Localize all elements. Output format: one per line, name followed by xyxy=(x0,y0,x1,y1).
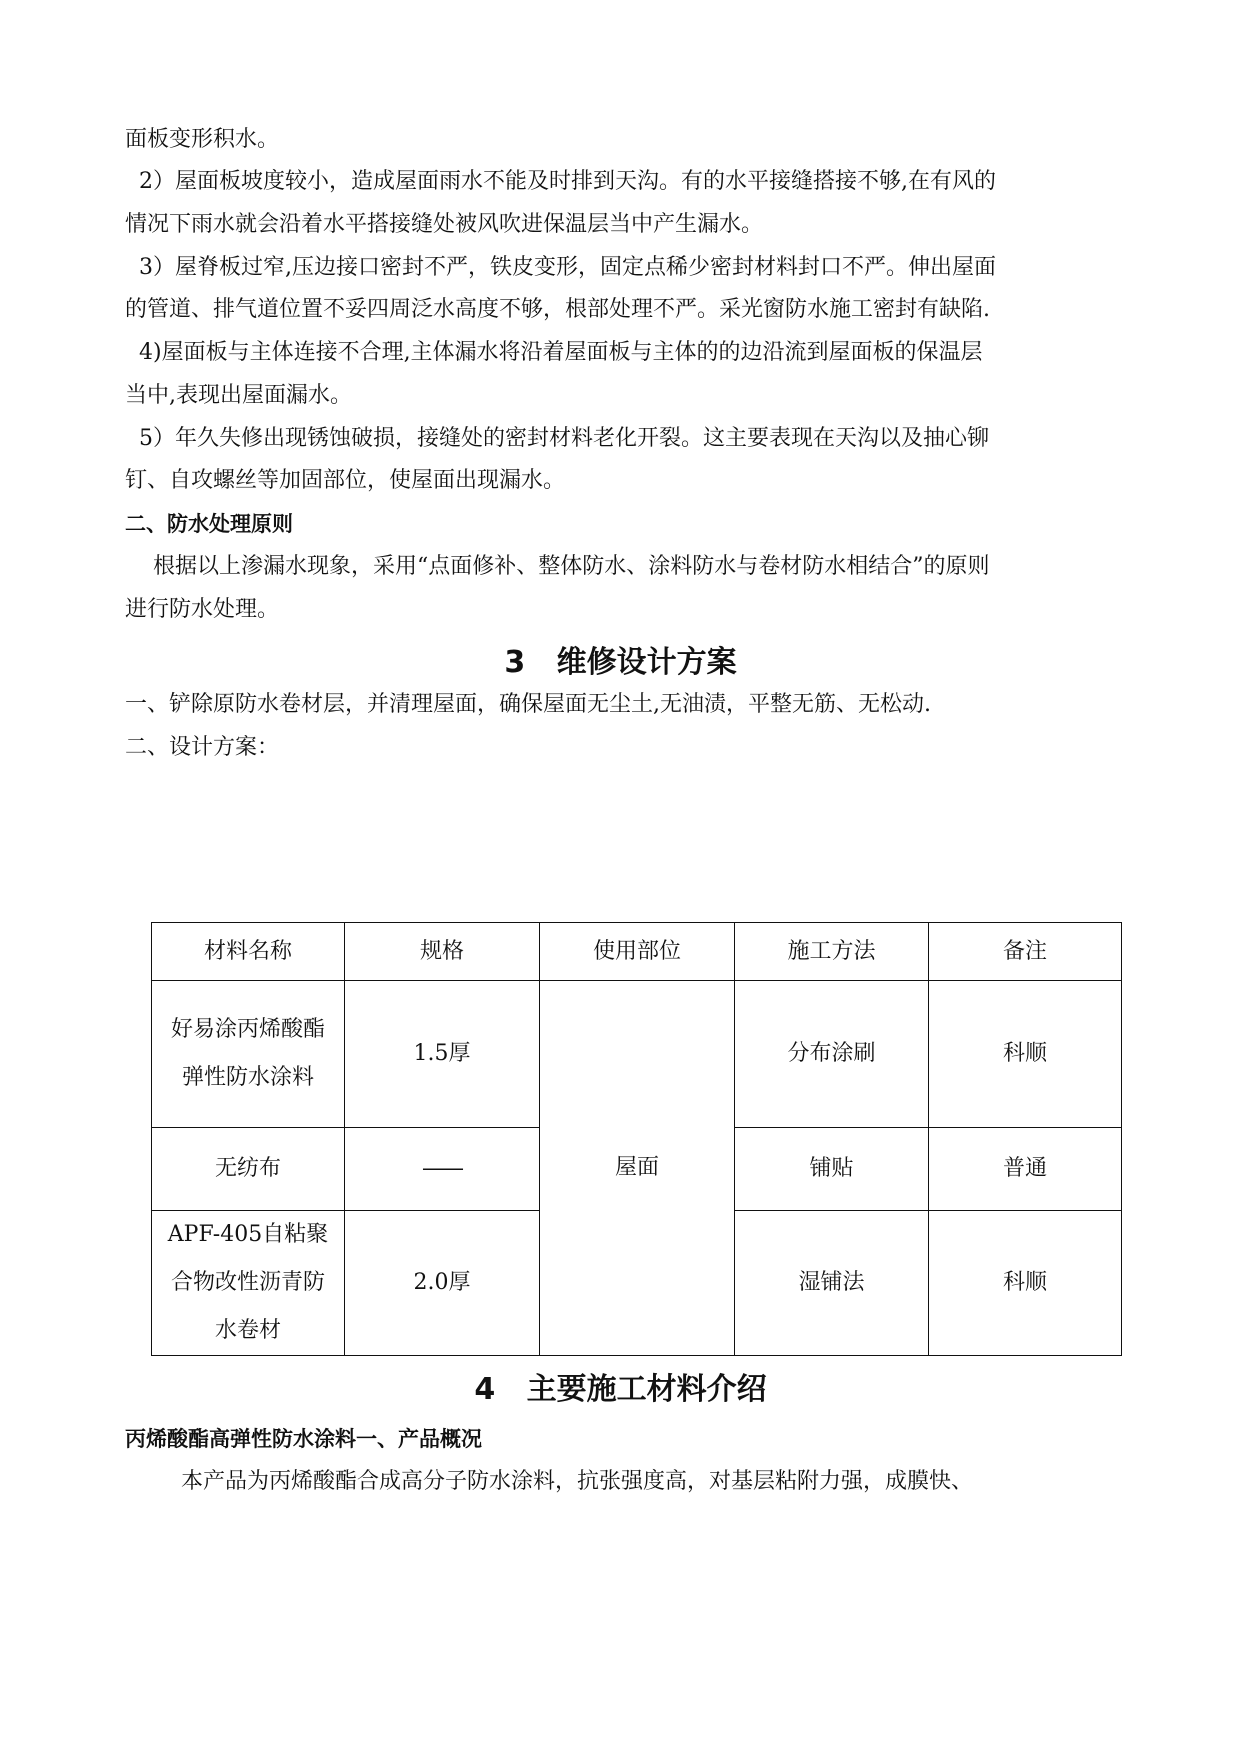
section-heading: 二、防水处理原则 xyxy=(125,512,293,536)
note-cell: 科顺 xyxy=(929,1211,1122,1356)
list-item: 一、铲除原防水卷材层，并清理屋面，确保屋面无尘土,无油渍，平整无筋、无松动. xyxy=(125,692,931,717)
paragraph-line: 进行防水处理。 xyxy=(125,597,280,622)
paragraph-line: 5）年久失修出现锈蚀破损，接缝处的密封材料老化开裂。这主要表现在天沟以及抽心铆 xyxy=(125,426,989,451)
note-cell: 科顺 xyxy=(929,981,1122,1128)
list-item: 二、设计方案： xyxy=(125,735,280,760)
spec-cell: —— xyxy=(345,1128,540,1211)
material-name-cell: 无纺布 xyxy=(152,1128,345,1211)
paragraph-line: 2）屋面板坡度较小，造成屋面雨水不能及时排到天沟。有的水平接缝搭接不够,在有风的 xyxy=(125,169,996,194)
method-cell: 湿铺法 xyxy=(735,1211,929,1356)
chapter-title: 4 主要施工材料介绍 xyxy=(474,1372,767,1407)
paragraph-line: 3）屋脊板过窄,压边接口密封不严，铁皮变形，固定点稀少密封材料封口不严。伸出屋面 xyxy=(125,255,996,280)
paragraph-line: 本产品为丙烯酸酯合成高分子防水涂料，抗张强度高，对基层粘附力强，成膜快、 xyxy=(125,1469,973,1494)
paragraph-line: 面板变形积水。 xyxy=(125,127,280,152)
table-header-cell: 备注 xyxy=(929,923,1122,981)
table-header-cell: 使用部位 xyxy=(540,923,735,981)
paragraph-line: 4)屋面板与主体连接不合理,主体漏水将沿着屋面板与主体的的边沿流到屋面板的保温层 xyxy=(125,340,983,365)
table-header-cell: 施工方法 xyxy=(735,923,929,981)
table-header-cell: 材料名称 xyxy=(152,923,345,981)
paragraph-line: 当中,表现出屋面漏水。 xyxy=(125,383,352,408)
section-heading: 丙烯酸酯高弹性防水涂料一、产品概况 xyxy=(125,1427,482,1451)
table-header-cell: 规格 xyxy=(345,923,540,981)
note-cell: 普通 xyxy=(929,1128,1122,1211)
method-cell: 铺贴 xyxy=(735,1128,929,1211)
material-name-cell: APF-405自粘聚合物改性沥青防水卷材 xyxy=(152,1211,345,1356)
paragraph-line: 的管道、排气道位置不妥四周泛水高度不够，根部处理不严。采光窗防水施工密封有缺陷. xyxy=(125,297,990,322)
spec-cell: 1.5厚 xyxy=(345,981,540,1128)
chapter-title: 3 维修设计方案 xyxy=(504,645,737,680)
paragraph-line: 情况下雨水就会沿着水平搭接缝处被风吹进保温层当中产生漏水。 xyxy=(125,212,764,237)
method-cell: 分布涂刷 xyxy=(735,981,929,1128)
paragraph-line: 钉、自攻螺丝等加固部位，使屋面出现漏水。 xyxy=(125,468,566,493)
location-cell: 屋面 xyxy=(540,981,735,1356)
spec-cell: 2.0厚 xyxy=(345,1211,540,1356)
material-name-cell: 好易涂丙烯酸酯弹性防水涂料 xyxy=(152,981,345,1128)
materials-table xyxy=(151,922,1122,1356)
table-header-row xyxy=(152,923,1122,981)
table-row xyxy=(152,981,1122,1128)
paragraph-line: 根据以上渗漏水现象，采用“点面修补、整体防水、涂料防水与卷材防水相结合”的原则 xyxy=(125,554,990,579)
